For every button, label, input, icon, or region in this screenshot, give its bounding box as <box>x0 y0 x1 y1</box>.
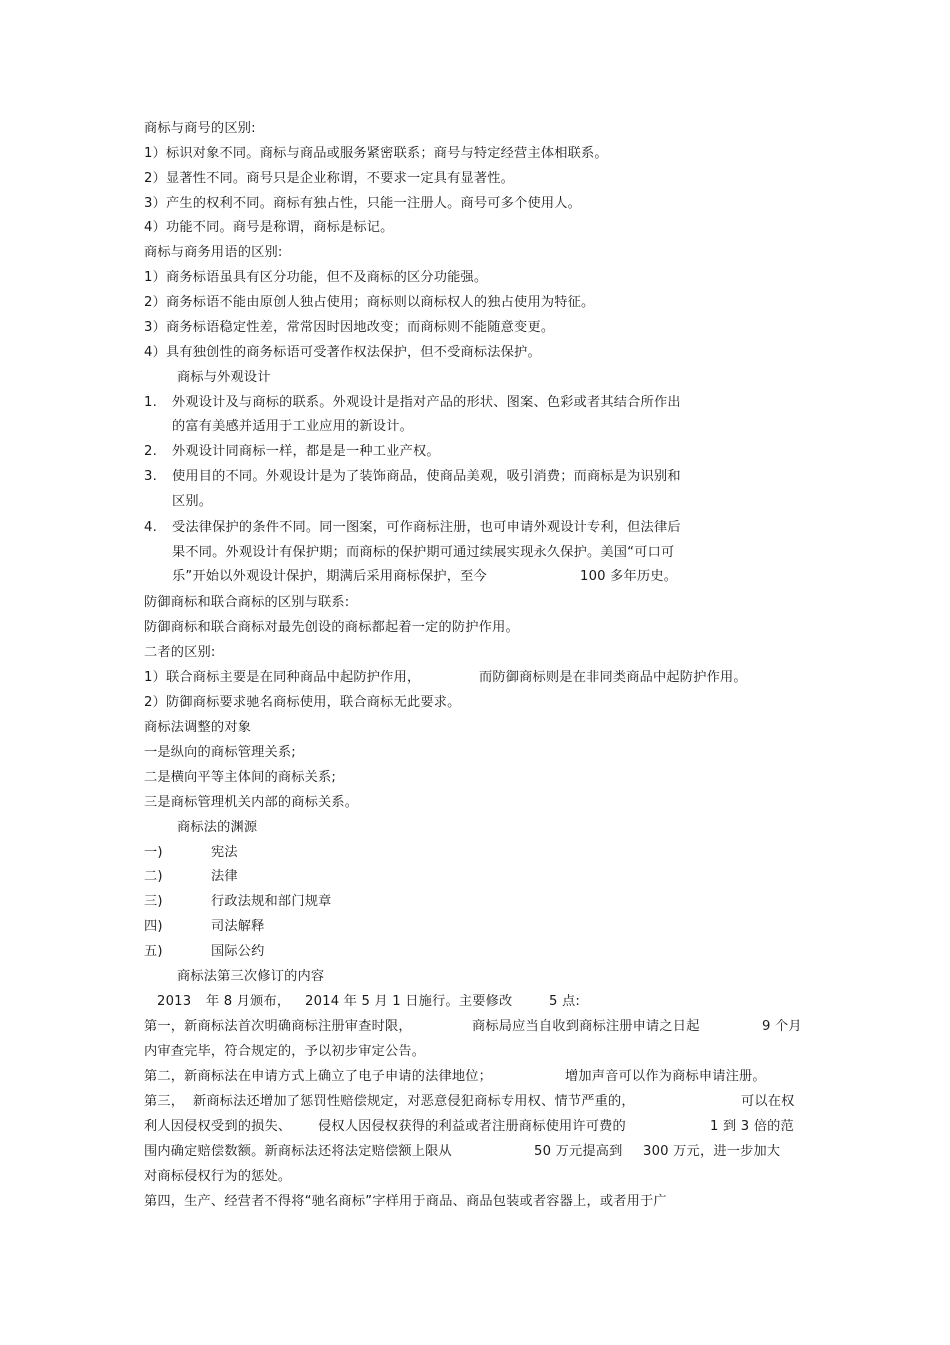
text-line: 三是商标管理机关内部的商标关系。 <box>144 795 359 810</box>
text-line: 2）显著性不同。商号只是企业称谓，不要求一定具有显著性。 <box>144 171 515 186</box>
text-line: 受法律保护的条件不同。同一图案，可作商标注册，也可申请外观设计专利，但法律后 <box>172 520 681 535</box>
text-line: 外观设计及与商标的联系。外观设计是指对产品的形状、图案、色彩或者其结合所作出 <box>172 395 681 410</box>
text-line: 增加声音可以作为商标申请注册。 <box>565 1069 766 1084</box>
list-number: 三) <box>144 894 163 909</box>
text-line: 果不同。外观设计有保护期；而商标的保护期可通过续展实现永久保护。美国“可口可 <box>172 545 675 560</box>
text-line: 二是横向平等主体间的商标关系; <box>144 770 337 785</box>
text-line: 5 点: <box>549 994 581 1009</box>
text-line: 300 万元，进一步加大 <box>643 1144 781 1159</box>
text-line: 防御商标和联合商标的区别与联系: <box>144 595 350 610</box>
text-line: 国际公约 <box>211 944 265 959</box>
list-number: 一) <box>144 845 163 860</box>
text-line: 商标与商号的区别: <box>144 121 256 136</box>
text-line: 宪法 <box>211 845 238 860</box>
text-line: 的富有美感并适用于工业应用的新设计。 <box>172 419 413 434</box>
text-line: 二者的区别: <box>144 645 216 660</box>
text-line: 使用目的不同。外观设计是为了装饰商品，使商品美观，吸引消费；而商标是为识别和 <box>172 469 681 484</box>
text-line: 商标法调整的对象 <box>144 720 252 735</box>
list-number: 4. <box>144 520 157 535</box>
list-number: 1. <box>144 395 157 410</box>
list-number: 2. <box>144 444 157 459</box>
text-line: 第一，新商标法首次明确商标注册审查时限， <box>144 1019 412 1034</box>
text-line: 1）联合商标主要是在同种商品中起防护作用， <box>144 670 421 685</box>
text-line: 而防御商标则是在非同类商品中起防护作用。 <box>479 670 747 685</box>
text-line: 区别。 <box>172 494 213 509</box>
list-number: 3. <box>144 469 157 484</box>
list-number: 五) <box>144 944 163 959</box>
text-line: 利人因侵权受到的损失、 <box>144 1119 292 1134</box>
text-line: 100 多年历史。 <box>580 569 678 584</box>
text-line: 50 万元提高到 <box>534 1144 623 1159</box>
text-line: 乐”开始以外观设计保护，期满后采用商标保护，至今 <box>172 569 487 584</box>
text-line: 第三， <box>144 1094 185 1109</box>
text-line: 2014 年 5 月 1 日施行。主要修改 <box>305 994 513 1009</box>
text-line: 商标局应当自收到商标注册申请之日起 <box>472 1019 700 1034</box>
text-line: 司法解释 <box>211 919 265 934</box>
text-line: 侵权人因侵权获得的利益或者注册商标使用许可费的 <box>318 1119 626 1134</box>
text-line: 新商标法还增加了惩罚性赔偿规定，对恶意侵犯商标专用权、情节严重的， <box>193 1094 635 1109</box>
text-line: 法律 <box>211 869 238 884</box>
text-line: 3）商务标语稳定性差，常常因时因地改变；而商标则不能随意变更。 <box>144 320 555 335</box>
text-line: 2）防御商标要求驰名商标使用，联合商标无此要求。 <box>144 695 461 710</box>
list-number: 二) <box>144 869 163 884</box>
text-line: 围内确定赔偿数额。新商标法还将法定赔偿额上限从 <box>144 1144 452 1159</box>
text-line: 内审查完毕，符合规定的，予以初步审定公告。 <box>144 1044 426 1059</box>
section-heading: 商标法的渊源 <box>177 820 258 835</box>
text-line: 外观设计同商标一样，都是是一种工业产权。 <box>172 444 440 459</box>
text-line: 对商标侵权行为的惩处。 <box>144 1169 292 1184</box>
text-line: 商标与商务用语的区别: <box>144 245 283 260</box>
section-heading: 商标法第三次修订的内容 <box>177 969 325 984</box>
text-line: 1）商务标语虽具有区分功能，但不及商标的区分功能强。 <box>144 270 488 285</box>
text-line: 第二，新商标法在申请方式上确立了电子申请的法律地位； <box>144 1069 493 1084</box>
list-number: 四) <box>144 919 163 934</box>
text-line: 4）功能不同。商号是称谓，商标是标记。 <box>144 220 394 235</box>
text-line: 2013 <box>157 994 192 1009</box>
text-line: 1）标识对象不同。商标与商品或服务紧密联系；商号与特定经营主体相联系。 <box>144 146 608 161</box>
section-heading: 商标与外观设计 <box>177 370 271 385</box>
text-line: 9 个月 <box>762 1019 802 1034</box>
text-line: 防御商标和联合商标对最先创设的商标都起着一定的防护作用。 <box>144 620 519 635</box>
text-line: 2）商务标语不能由原创人独占使用；商标则以商标权人的独占使用为特征。 <box>144 295 595 310</box>
text-line: 年 8 月颁布， <box>206 994 291 1009</box>
text-line: 行政法规和部门规章 <box>211 894 332 909</box>
text-line: 第四，生产、经营者不得将“驰名商标”字样用于商品、商品包装或者容器上，或者用于广 <box>144 1194 667 1209</box>
text-line: 4）具有独创性的商务标语可受著作权法保护，但不受商标法保护。 <box>144 345 541 360</box>
text-line: 3）产生的权利不同。商标有独占性，只能一注册人。商号可多个使用人。 <box>144 196 581 211</box>
text-line: 1 到 3 倍的范 <box>710 1119 794 1134</box>
text-line: 一是纵向的商标管理关系; <box>144 745 296 760</box>
text-line: 可以在权 <box>741 1094 795 1109</box>
